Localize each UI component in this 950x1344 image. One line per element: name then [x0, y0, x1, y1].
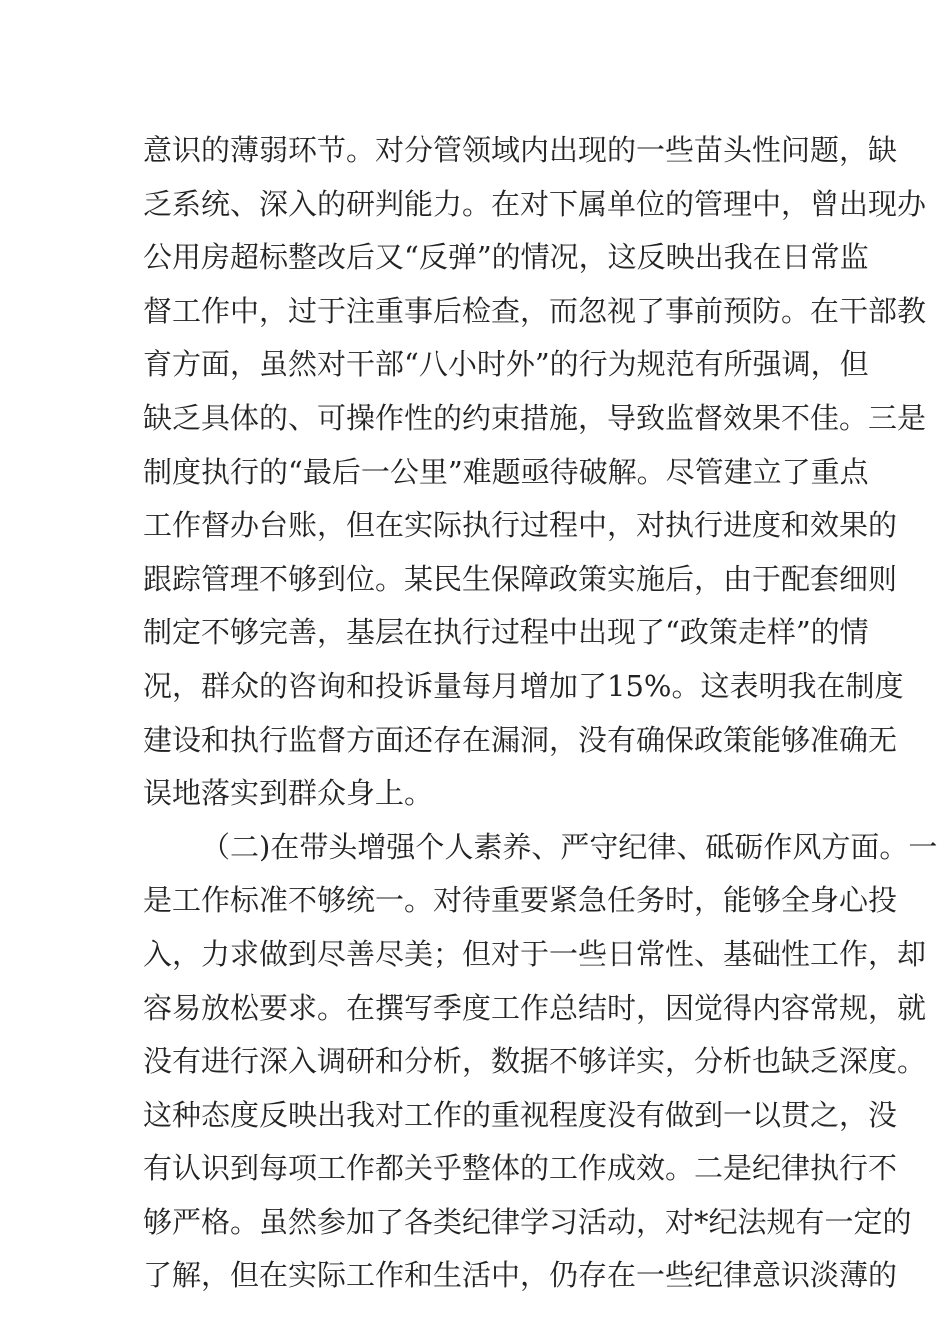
text-line: 育方面，虽然对干部“八小时外”的行为规范有所强调，但 [143, 347, 869, 382]
text-line: 了解，但在实际工作和生活中，仍存在一些纪律意识淡薄的 [143, 1258, 898, 1293]
document-page [143, 124, 938, 1303]
text-line: 是工作标准不够统一。对待重要紧急任务时，能够全身心投 [143, 883, 898, 918]
text-line: 跟踪管理不够到位。某民生保障政策实施后，由于配套细则 [143, 561, 898, 596]
text-line: 意识的薄弱环节。对分管领域内出现的一些苗头性问题，缺 [143, 133, 898, 167]
text-line: 缺乏具体的、可操作性的约束措施，导致监督效果不佳。三是 [143, 400, 927, 435]
text-line: 没有进行深入调研和分析，数据不够详实，分析也缺乏深度。 [143, 1044, 927, 1079]
text-line: 入，力求做到尽善尽美；但对于一些日常性、基础性工作，却 [143, 936, 927, 971]
text-line: 工作督办台账，但在实际执行过程中，对执行进度和效果的 [143, 508, 898, 543]
text-line: 公用房超标整改后又“反弹”的情况，这反映出我在日常监 [143, 240, 869, 275]
text-line: 制定不够完善，基层在执行过程中出现了“政策走样”的情 [143, 615, 869, 650]
paragraph-2 [143, 821, 938, 1303]
text-line: 建设和执行监督方面还存在漏洞，没有确保政策能够准确无 [143, 722, 898, 757]
section-heading-line: （二)在带头增强个人素养、严守纪律、砥砺作风方面。一 [201, 829, 938, 864]
text-line: 容易放松要求。在撰写季度工作总结时，因觉得内容常规，就 [143, 990, 927, 1025]
text-line: 制度执行的“最后一公里”难题亟待破解。尽管建立了重点 [143, 454, 869, 489]
paragraph-1 [143, 124, 927, 821]
text-line: 督工作中，过于注重事后检查，而忽视了事前预防。在干部教 [143, 293, 927, 328]
text-line: 误地落实到群众身上。 [143, 776, 434, 811]
text-line: 有认识到每项工作都关乎整体的工作成效。二是纪律执行不 [143, 1151, 898, 1186]
text-line: 够严格。虽然参加了各类纪律学习活动，对*纪法规有一定的 [143, 1204, 912, 1239]
text-line: 这种态度反映出我对工作的重视程度没有做到一以贯之，没 [143, 1097, 898, 1132]
text-line: 况，群众的咨询和投诉量每月增加了15%。这表明我在制度 [143, 668, 904, 703]
text-line: 乏系统、深入的研判能力。在对下属单位的管理中，曾出现办 [143, 186, 927, 221]
